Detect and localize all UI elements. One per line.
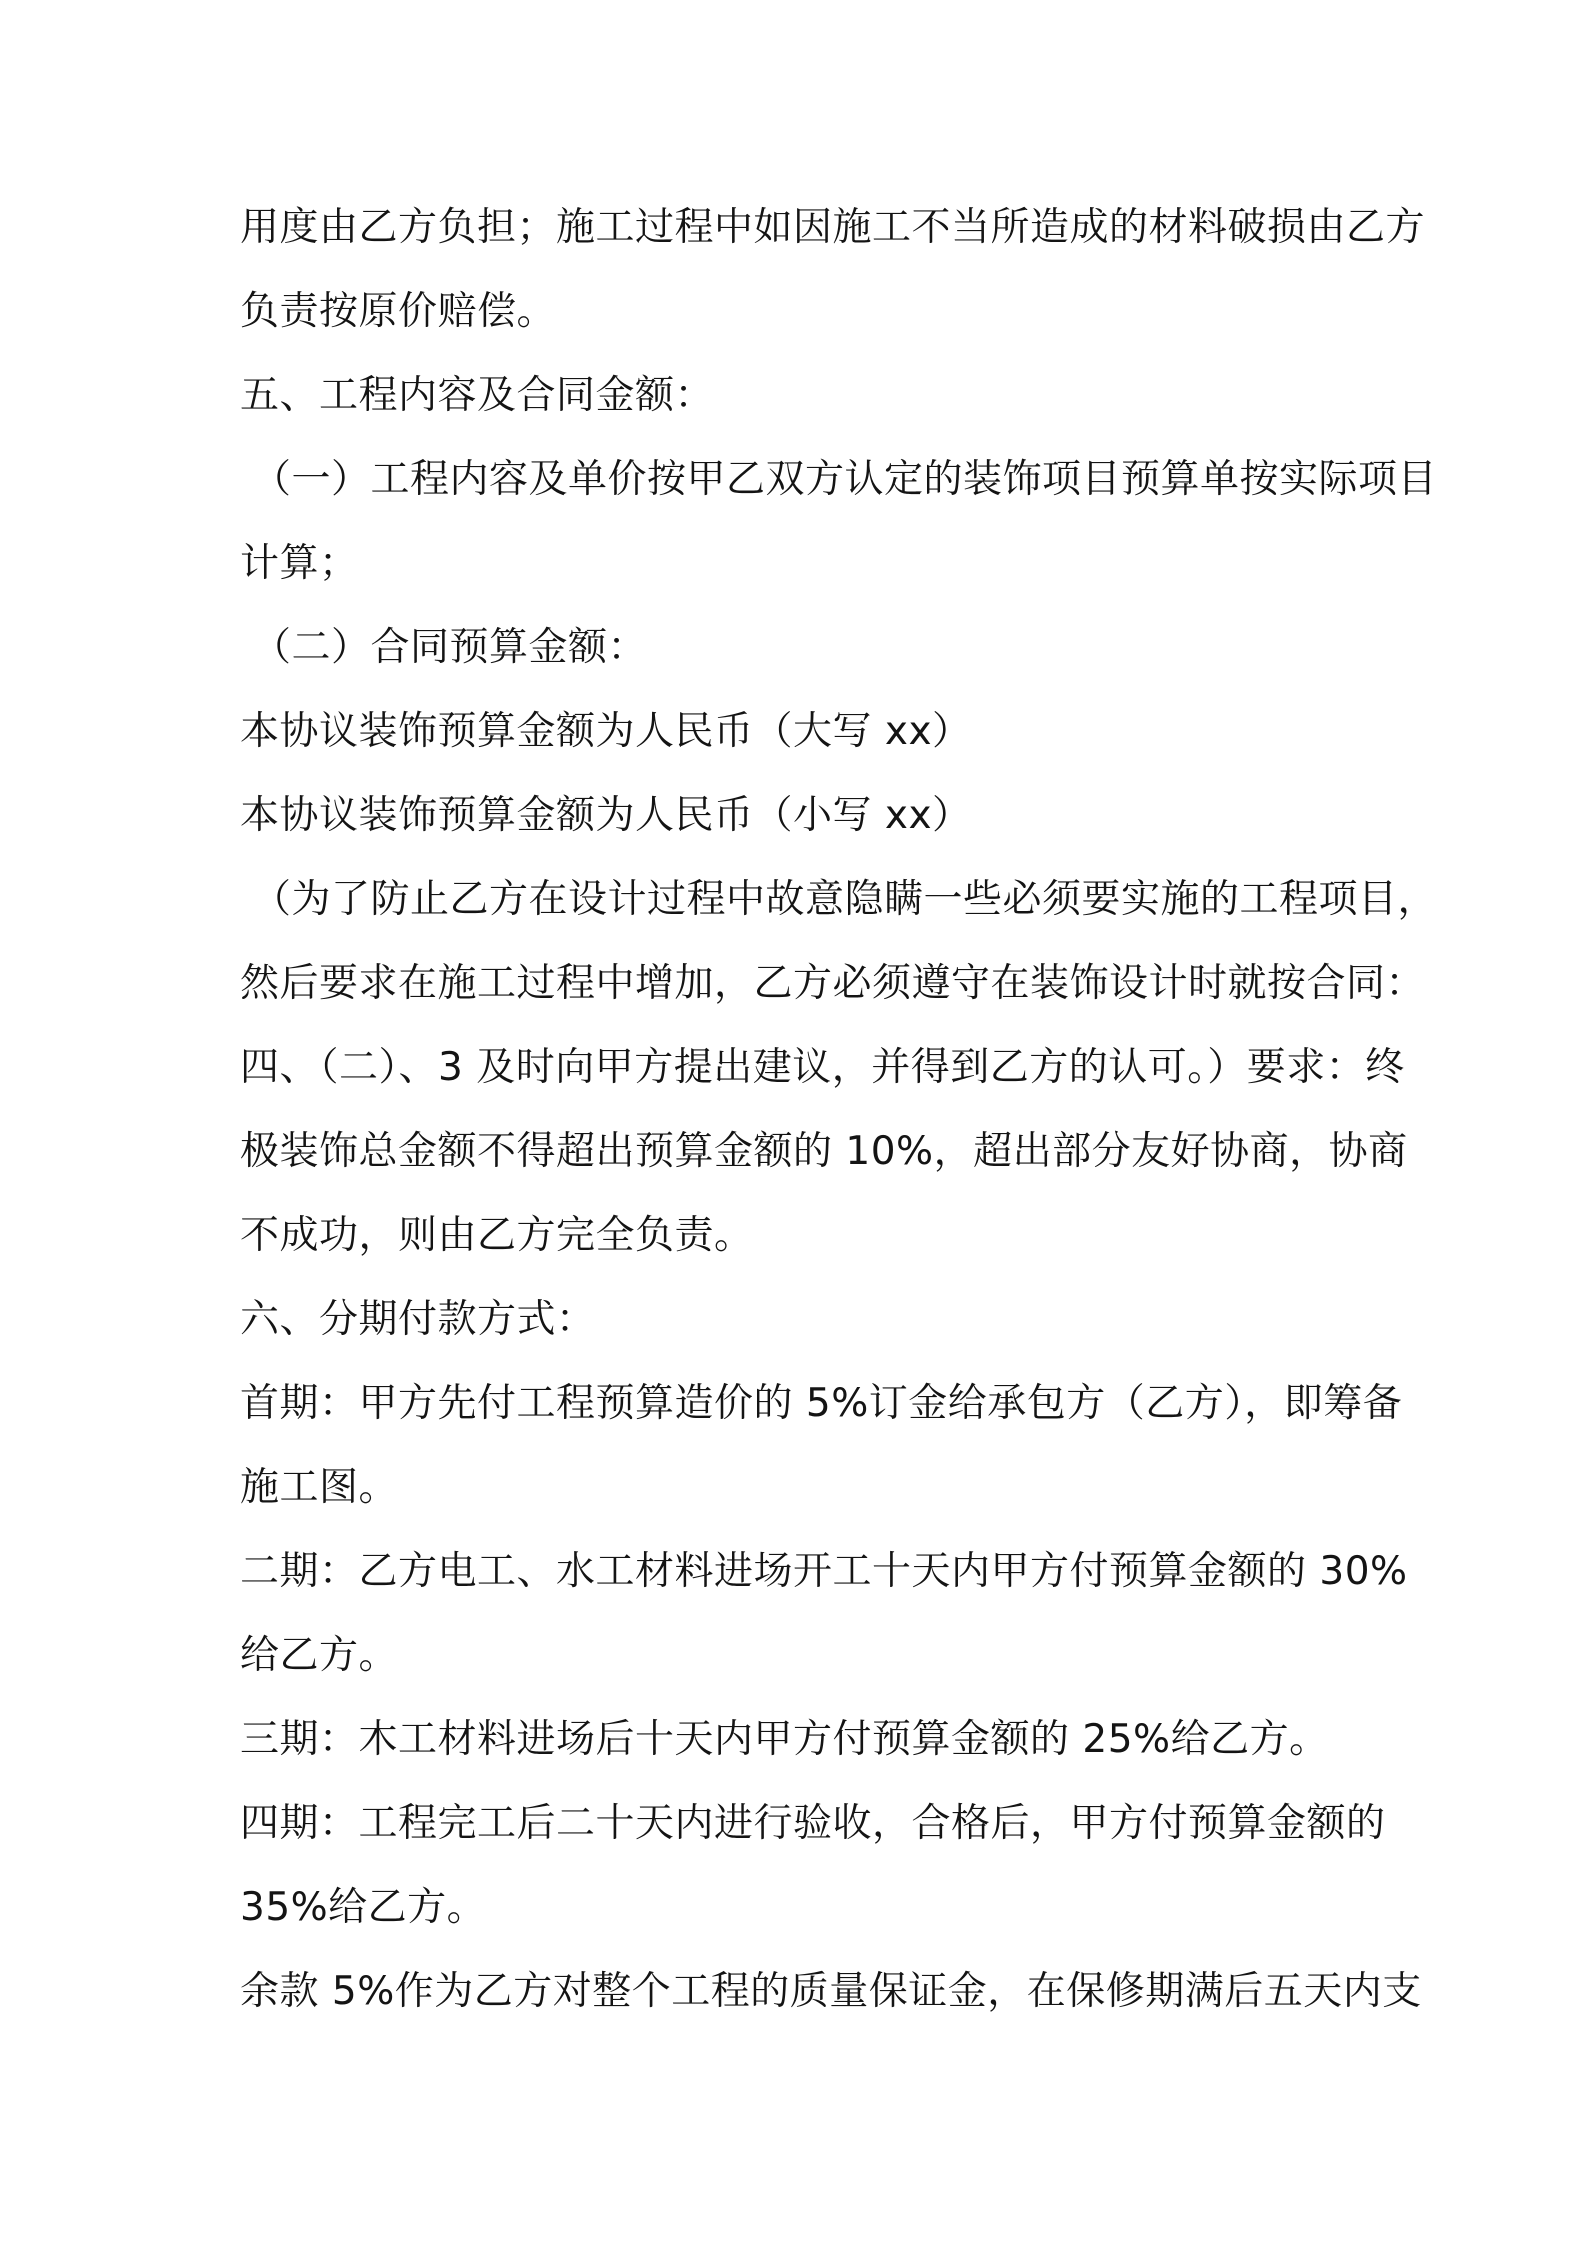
text-line-19: 三期：木工材料进场后十天内甲方付预算金额的 25%给乙方。 bbox=[240, 1717, 1329, 1762]
text-line-17: 二期：乙方电工、水工材料进场开工十天内甲方付预算金额的 30% bbox=[240, 1549, 1408, 1594]
text-line-18: 给乙方。 bbox=[240, 1633, 399, 1678]
section-heading-6: 六、分期付款方式： bbox=[240, 1297, 596, 1342]
text-line-12: 极装饰总金额不得超出预算金额的 10%，超出部分友好协商，协商 bbox=[240, 1129, 1408, 1174]
text-line-8: 本协议装饰预算金额为人民币（小写 xx） bbox=[240, 793, 972, 838]
text-line-2: 负责按原价赔偿。 bbox=[240, 289, 557, 334]
text-line-9: （为了防止乙方在设计过程中故意隐瞒一些必须要实施的工程项目， bbox=[252, 877, 1438, 922]
text-line-16: 施工图。 bbox=[240, 1465, 399, 1510]
text-line-5: 计算； bbox=[240, 541, 359, 586]
section-heading-5: 五、工程内容及合同金额： bbox=[240, 373, 715, 418]
text-line-4: （一）工程内容及单价按甲乙双方认定的装饰项目预算单按实际项目 bbox=[252, 457, 1438, 502]
text-line-11: 四、（二）、3 及时向甲方提出建议，并得到乙方的认可。）要求：终 bbox=[240, 1045, 1405, 1090]
text-line-6: （二）合同预算金额： bbox=[252, 625, 648, 670]
text-line-22: 余款 5%作为乙方对整个工程的质量保证金，在保修期满后五天内支 bbox=[240, 1969, 1422, 2014]
text-line-13: 不成功，则由乙方完全负责。 bbox=[240, 1213, 754, 1258]
text-line-1: 用度由乙方负担；施工过程中如因施工不当所造成的材料破损由乙方 bbox=[240, 205, 1426, 250]
text-line-10: 然后要求在施工过程中增加，乙方必须遵守在装饰设计时就按合同： bbox=[240, 961, 1426, 1006]
text-line-20: 四期：工程完工后二十天内进行验收，合格后，甲方付预算金额的 bbox=[240, 1801, 1386, 1846]
text-line-7: 本协议装饰预算金额为人民币（大写 xx） bbox=[240, 709, 972, 754]
text-line-21: 35%给乙方。 bbox=[240, 1885, 487, 1930]
text-line-15: 首期：甲方先付工程预算造价的 5%订金给承包方（乙方），即筹备 bbox=[240, 1381, 1403, 1426]
